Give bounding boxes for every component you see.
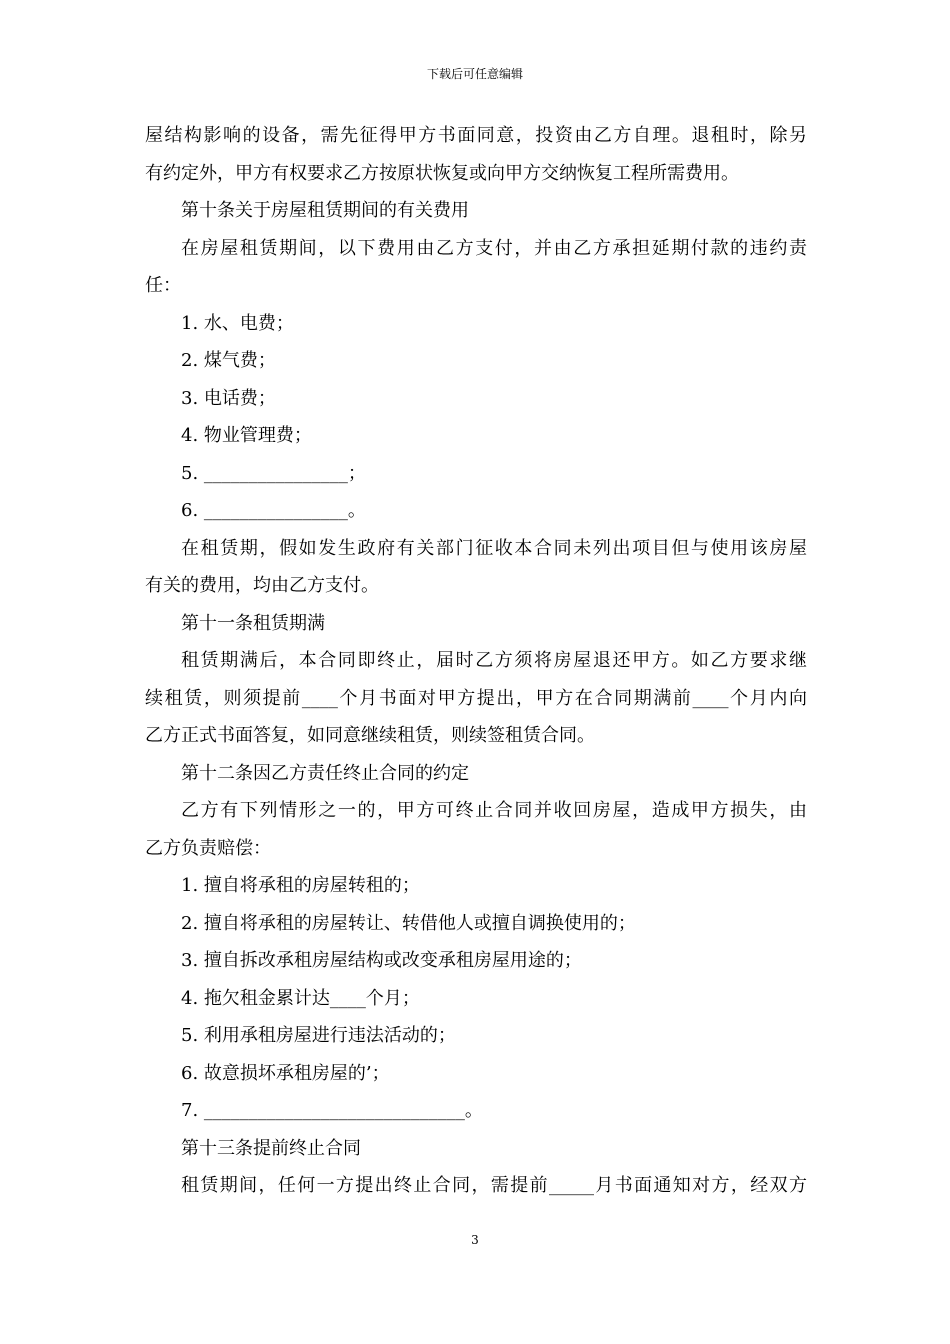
list-item: 6. 故意损坏承租房屋的’； (181, 1062, 390, 1084)
document-body (145, 117, 807, 1205)
list-item: 2. 煤气费； (181, 350, 276, 371)
section-heading: 第十三条提前终止合同 (181, 1137, 361, 1159)
list-item: 1. 擅自将承租的房屋转租的； (181, 875, 420, 896)
paragraph-line: 有约定外，甲方有权要求乙方按原状恢复或向甲方交纳恢复工程所需费用。 (145, 162, 739, 184)
list-item: 7. _____________________________。 (181, 1100, 483, 1121)
paragraph-line: 租赁期满后，本合同即终止，届时乙方须将房屋退还甲方。如乙方要求继 (181, 650, 807, 671)
page-header: 下载后可任意编辑 (426, 67, 523, 81)
paragraph-line: 在房屋租赁期间，以下费用由乙方支付，并由乙方承担延期付款的违约责 (181, 237, 807, 259)
paragraph-line: 乙方负责赔偿： (145, 837, 271, 859)
paragraph-line: 续租赁，则须提前____个月书面对甲方提出，甲方在合同期满前____个月内向 (145, 687, 807, 709)
list-item: 6. ________________。 (181, 500, 366, 521)
list-item: 5. 利用承租房屋进行违法活动的； (181, 1025, 456, 1046)
list-item: 1. 水、电费； (181, 312, 294, 334)
paragraph-line: 屋结构影响的设备，需先征得甲方书面同意，投资由乙方自理。退租时，除另 (145, 125, 807, 146)
paragraph-line: 任： (145, 275, 181, 296)
section-heading: 第十二条因乙方责任终止合同的约定 (181, 762, 469, 784)
list-item: 3. 电话费； (181, 387, 276, 409)
paragraph-line: 乙方有下列情形之一的，甲方可终止合同并收回房屋，造成甲方损失，由 (181, 800, 807, 821)
paragraph-line: 乙方正式书面答复，如同意继续租赁，则续签租赁合同。 (145, 725, 595, 746)
paragraph-line: 有关的费用，均由乙方支付。 (145, 575, 379, 596)
page-number: 3 (471, 1233, 479, 1247)
list-item: 2. 擅自将承租的房屋转让、转借他人或擅自调换使用的； (181, 912, 636, 934)
list-item: 3. 擅自拆改承租房屋结构或改变承租房屋用途的； (181, 950, 582, 971)
list-item: 5. ________________； (181, 462, 366, 484)
list-item: 4. 拖欠租金累计达____个月； (181, 987, 420, 1009)
paragraph-line: 在租赁期，假如发生政府有关部门征收本合同未列出项目但与使用该房屋 (181, 537, 807, 559)
section-heading: 第十一条租赁期满 (181, 612, 325, 634)
list-item: 4. 物业管理费； (181, 425, 312, 446)
paragraph-line: 租赁期间，任何一方提出终止合同，需提前_____月书面通知对方，经双方 (181, 1175, 807, 1196)
section-heading: 第十条关于房屋租赁期间的有关费用 (181, 200, 469, 221)
